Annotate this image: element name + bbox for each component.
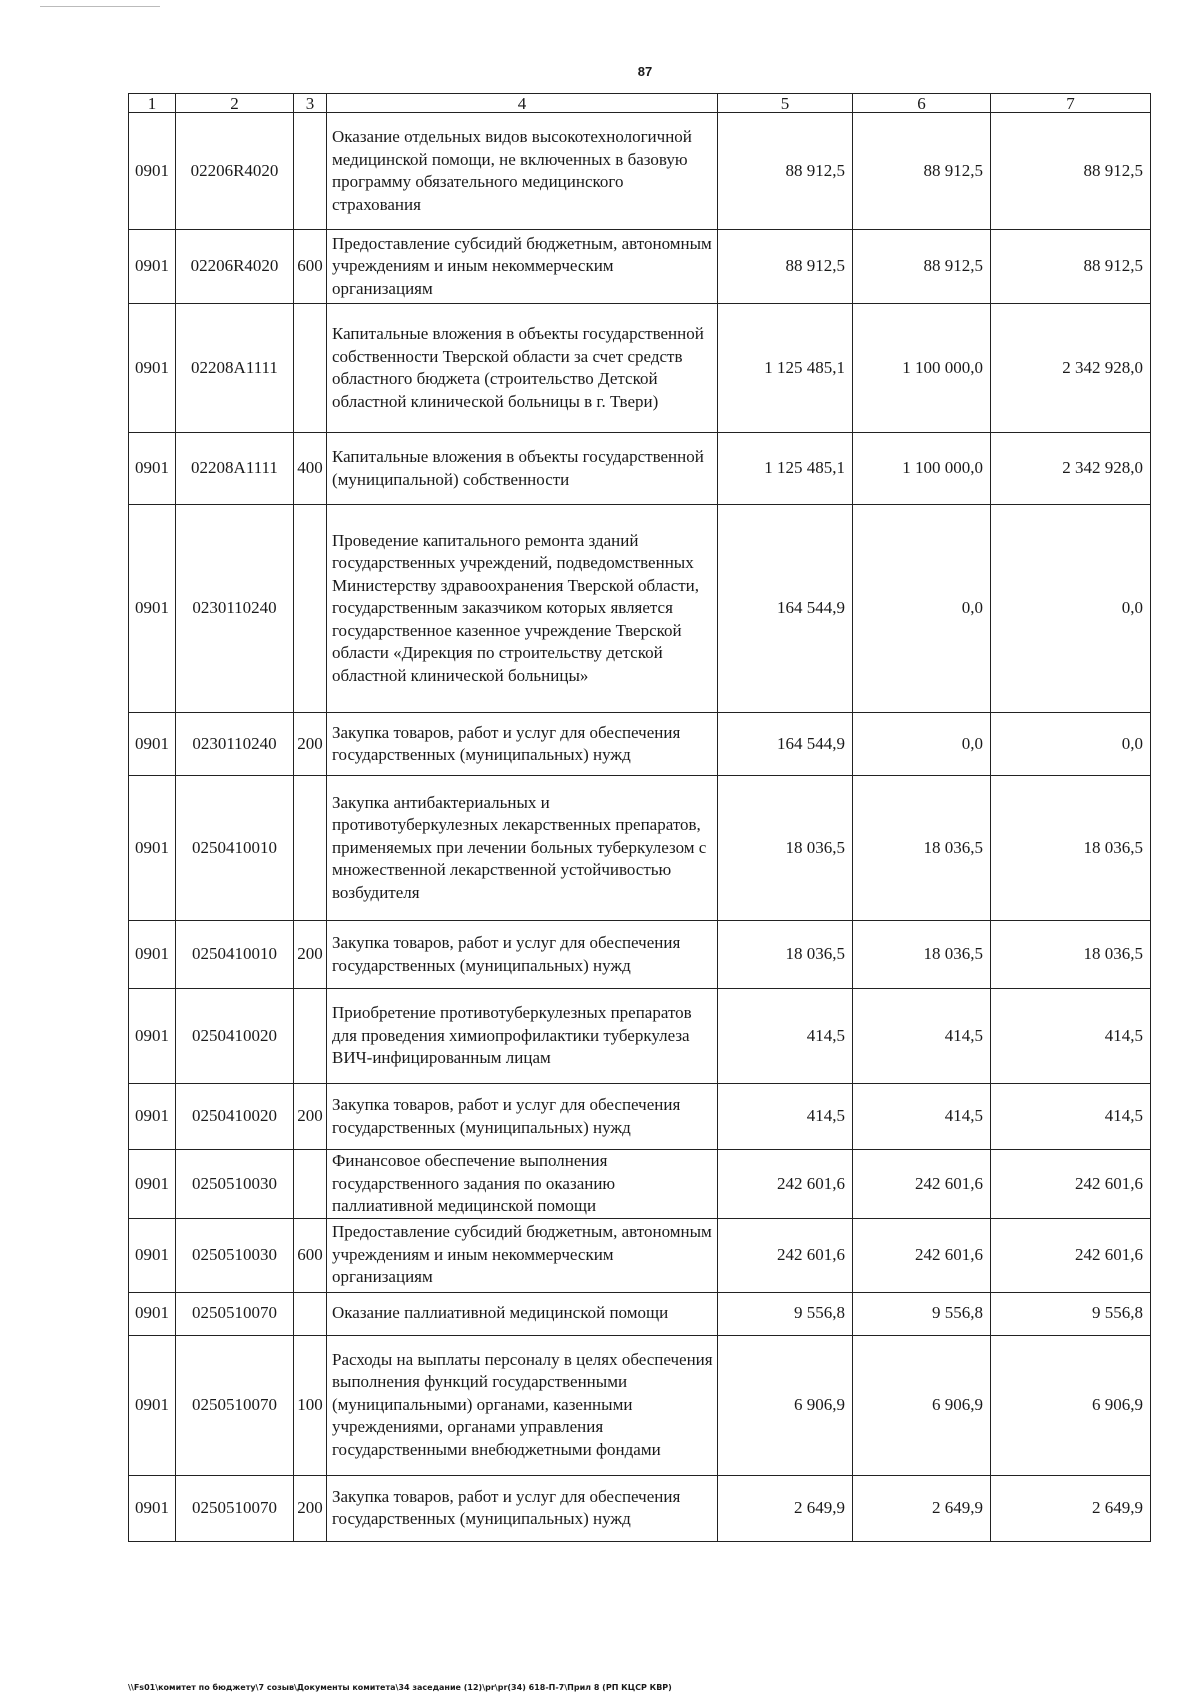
- value-2021-cell: 242 601,6: [991, 1150, 1151, 1219]
- name-cell: Оказание паллиативной медицинской помощи: [327, 1292, 718, 1335]
- value-2021-cell: 2 649,9: [991, 1475, 1151, 1541]
- name-cell: Оказание отдельных видов высокотехнологичной медицинской помощи, не включенных в базовую программу обязательного медицинского страхования: [327, 113, 718, 230]
- name-cell: Закупка товаров, работ и услуг для обеспечения государственных (муниципальных) нужд: [327, 713, 718, 776]
- expense-type-cell: 100: [294, 1335, 327, 1475]
- page-number: 87: [637, 64, 653, 79]
- value-2021-cell: 0,0: [991, 713, 1151, 776]
- value-2021-cell: 9 556,8: [991, 1292, 1151, 1335]
- value-2019-cell: 2 649,9: [718, 1475, 853, 1541]
- code-cell: 0230110240: [176, 505, 294, 713]
- table-row: [129, 1292, 1151, 1335]
- name-cell: Закупка товаров, работ и услуг для обеспечения государственных (муниципальных) нужд: [327, 921, 718, 989]
- section-cell: 0901: [129, 921, 176, 989]
- expense-type-cell: [294, 113, 327, 230]
- table-body: [129, 113, 1151, 1542]
- code-cell: 0250410020: [176, 1084, 294, 1150]
- value-2021-cell: 414,5: [991, 1084, 1151, 1150]
- name-cell: Закупка антибактериальных и противотуберкулезных лекарственных препаратов, применяемых при лечении больных туберкулезом с множественной лекарственной устойчивостью возбудителя: [327, 776, 718, 921]
- column-header: 1: [129, 94, 176, 113]
- section-cell: 0901: [129, 230, 176, 304]
- value-2021-cell: 414,5: [991, 989, 1151, 1084]
- table-row: [129, 1335, 1151, 1475]
- value-2019-cell: 164 544,9: [718, 713, 853, 776]
- section-cell: 0901: [129, 1335, 176, 1475]
- budget-table: [128, 93, 1151, 1542]
- section-cell: 0901: [129, 1292, 176, 1335]
- table-row: [129, 989, 1151, 1084]
- name-cell: Закупка товаров, работ и услуг для обеспечения государственных (муниципальных) нужд: [327, 1475, 718, 1541]
- value-2020-cell: 242 601,6: [853, 1218, 991, 1292]
- value-2020-cell: 242 601,6: [853, 1150, 991, 1219]
- name-cell: Капитальные вложения в объекты государственной собственности Тверской области за счет средств областного бюджета (строительство Детской областной клинической больницы в г. Твери): [327, 304, 718, 433]
- code-cell: 0250410020: [176, 989, 294, 1084]
- section-cell: 0901: [129, 113, 176, 230]
- column-header: 5: [718, 94, 853, 113]
- name-cell: Финансовое обеспечение выполнения государственного задания по оказанию паллиативной медицинской помощи: [327, 1150, 718, 1219]
- value-2019-cell: 6 906,9: [718, 1335, 853, 1475]
- code-cell: 0250510030: [176, 1150, 294, 1219]
- expense-type-cell: [294, 505, 327, 713]
- value-2019-cell: 1 125 485,1: [718, 304, 853, 433]
- value-2021-cell: 6 906,9: [991, 1335, 1151, 1475]
- expense-type-cell: 200: [294, 921, 327, 989]
- expense-type-cell: 600: [294, 230, 327, 304]
- value-2019-cell: 18 036,5: [718, 776, 853, 921]
- expense-type-cell: [294, 1150, 327, 1219]
- value-2021-cell: 242 601,6: [991, 1218, 1151, 1292]
- name-cell: Закупка товаров, работ и услуг для обеспечения государственных (муниципальных) нужд: [327, 1084, 718, 1150]
- value-2020-cell: 414,5: [853, 1084, 991, 1150]
- value-2020-cell: 6 906,9: [853, 1335, 991, 1475]
- name-cell: Предоставление субсидий бюджетным, автономным учреждениям и иным некоммерческим организациям: [327, 230, 718, 304]
- expense-type-cell: 600: [294, 1218, 327, 1292]
- section-cell: 0901: [129, 713, 176, 776]
- column-header: 7: [991, 94, 1151, 113]
- name-cell: Приобретение противотуберкулезных препаратов для проведения химиопрофилактики туберкулеза ВИЧ-инфицированным лицам: [327, 989, 718, 1084]
- code-cell: 02208А1111: [176, 433, 294, 505]
- expense-type-cell: [294, 776, 327, 921]
- value-2020-cell: 0,0: [853, 505, 991, 713]
- section-cell: 0901: [129, 433, 176, 505]
- code-cell: 02206R4020: [176, 230, 294, 304]
- column-header: 2: [176, 94, 294, 113]
- table-row: [129, 505, 1151, 713]
- value-2020-cell: 88 912,5: [853, 113, 991, 230]
- table-row: [129, 1475, 1151, 1541]
- section-cell: 0901: [129, 304, 176, 433]
- table-row: [129, 230, 1151, 304]
- value-2020-cell: 18 036,5: [853, 776, 991, 921]
- code-cell: 0250510070: [176, 1475, 294, 1541]
- name-cell: Расходы на выплаты персоналу в целях обеспечения выполнения функций государственными (муниципальными) органами, казенными учреждениями, органами управления государственными внебюджетными фондами: [327, 1335, 718, 1475]
- value-2020-cell: 1 100 000,0: [853, 433, 991, 505]
- value-2020-cell: 1 100 000,0: [853, 304, 991, 433]
- table-row: [129, 921, 1151, 989]
- value-2021-cell: 2 342 928,0: [991, 304, 1151, 433]
- expense-type-cell: [294, 1292, 327, 1335]
- value-2020-cell: 2 649,9: [853, 1475, 991, 1541]
- table-row: [129, 776, 1151, 921]
- section-cell: 0901: [129, 1218, 176, 1292]
- table-row: [129, 1218, 1151, 1292]
- table-row: [129, 1084, 1151, 1150]
- value-2021-cell: 18 036,5: [991, 776, 1151, 921]
- name-cell: Предоставление субсидий бюджетным, автономным учреждениям и иным некоммерческим организациям: [327, 1218, 718, 1292]
- value-2021-cell: 18 036,5: [991, 921, 1151, 989]
- code-cell: 02206R4020: [176, 113, 294, 230]
- column-header: 6: [853, 94, 991, 113]
- code-cell: 0250410010: [176, 921, 294, 989]
- header-row: [129, 94, 1151, 113]
- column-header: 3: [294, 94, 327, 113]
- code-cell: 02208А1111: [176, 304, 294, 433]
- value-2021-cell: 2 342 928,0: [991, 433, 1151, 505]
- value-2020-cell: 9 556,8: [853, 1292, 991, 1335]
- value-2019-cell: 88 912,5: [718, 230, 853, 304]
- value-2019-cell: 1 125 485,1: [718, 433, 853, 505]
- table-row: [129, 304, 1151, 433]
- value-2019-cell: 9 556,8: [718, 1292, 853, 1335]
- name-cell: Капитальные вложения в объекты государственной (муниципальной) собственности: [327, 433, 718, 505]
- table-row: [129, 113, 1151, 230]
- section-cell: 0901: [129, 505, 176, 713]
- value-2019-cell: 414,5: [718, 1084, 853, 1150]
- column-header: 4: [327, 94, 718, 113]
- table-row: [129, 1150, 1151, 1219]
- value-2020-cell: 0,0: [853, 713, 991, 776]
- value-2019-cell: 164 544,9: [718, 505, 853, 713]
- value-2019-cell: 242 601,6: [718, 1218, 853, 1292]
- footer-file-path: \\Fs01\комитет по бюджету\7 созыв\Документы комитета\34 заседание (12)\pr\pr(34) 618-П-7\Прил 8 (РП КЦСР КВР): [128, 1683, 672, 1692]
- name-cell: Проведение капитального ремонта зданий государственных учреждений, подведомственных Министерству здравоохранения Тверской области, государственным заказчиком которых является государственное казенное учреждение Тверской области «Дирекция по строительству детской областной клинической больницы»: [327, 505, 718, 713]
- value-2021-cell: 0,0: [991, 505, 1151, 713]
- value-2019-cell: 18 036,5: [718, 921, 853, 989]
- section-cell: 0901: [129, 1150, 176, 1219]
- value-2019-cell: 414,5: [718, 989, 853, 1084]
- expense-type-cell: [294, 304, 327, 433]
- value-2020-cell: 88 912,5: [853, 230, 991, 304]
- code-cell: 0250510030: [176, 1218, 294, 1292]
- expense-type-cell: [294, 989, 327, 1084]
- expense-type-cell: 400: [294, 433, 327, 505]
- value-2021-cell: 88 912,5: [991, 230, 1151, 304]
- code-cell: 0250510070: [176, 1335, 294, 1475]
- value-2020-cell: 18 036,5: [853, 921, 991, 989]
- value-2021-cell: 88 912,5: [991, 113, 1151, 230]
- code-cell: 0250410010: [176, 776, 294, 921]
- code-cell: 0250510070: [176, 1292, 294, 1335]
- value-2019-cell: 88 912,5: [718, 113, 853, 230]
- expense-type-cell: 200: [294, 1475, 327, 1541]
- value-2019-cell: 242 601,6: [718, 1150, 853, 1219]
- table-row: [129, 433, 1151, 505]
- section-cell: 0901: [129, 776, 176, 921]
- code-cell: 0230110240: [176, 713, 294, 776]
- expense-type-cell: 200: [294, 713, 327, 776]
- table-row: [129, 713, 1151, 776]
- expense-type-cell: 200: [294, 1084, 327, 1150]
- section-cell: 0901: [129, 1084, 176, 1150]
- section-cell: 0901: [129, 1475, 176, 1541]
- value-2020-cell: 414,5: [853, 989, 991, 1084]
- section-cell: 0901: [129, 989, 176, 1084]
